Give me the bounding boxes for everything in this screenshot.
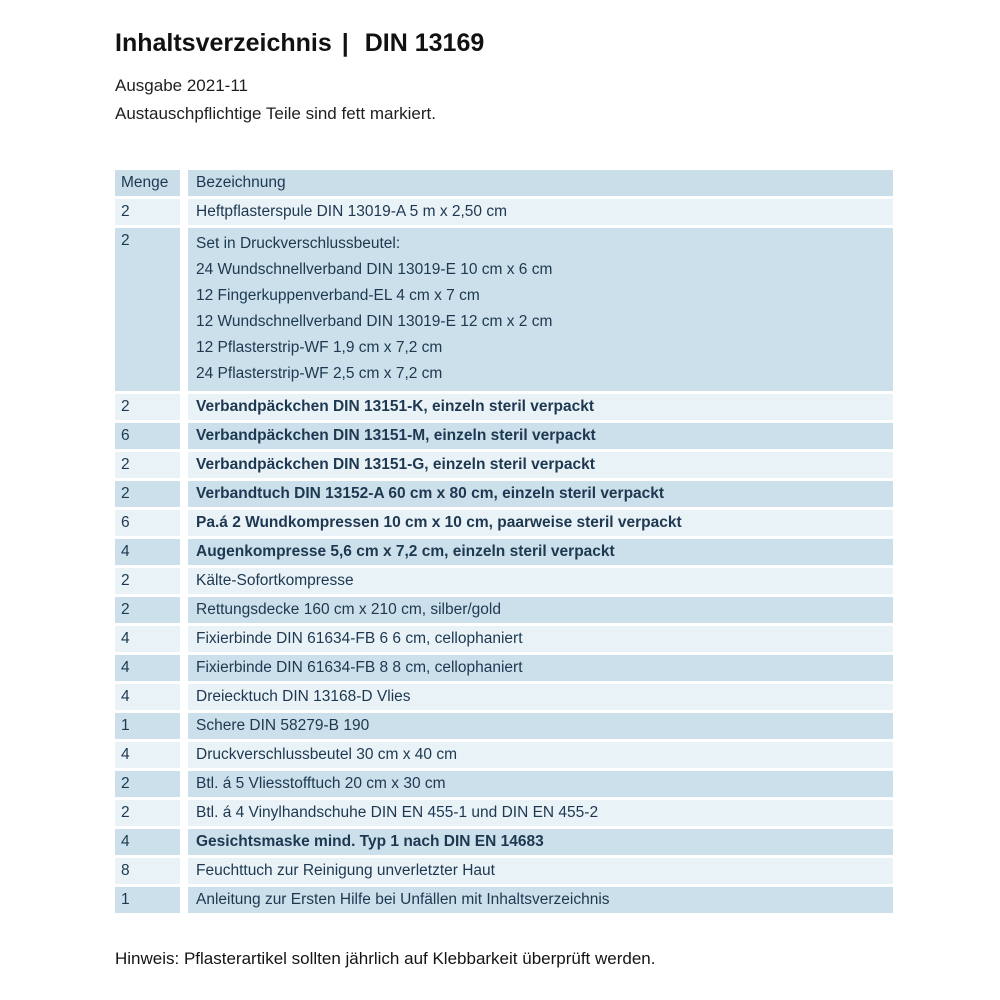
description-cell: Fixierbinde DIN 61634-FB 6 6 cm, cellophaniert	[188, 626, 893, 655]
quantity-cell: 2	[115, 481, 188, 510]
table-row	[115, 684, 893, 713]
table-row	[115, 423, 893, 452]
set-line: 12 Fingerkuppenverband-EL 4 cm x 7 cm	[196, 287, 480, 304]
description-cell: Kälte-Sofortkompresse	[188, 568, 893, 597]
table-row	[115, 199, 893, 228]
bold-note-line: Austauschpflichtige Teile sind fett markiert.	[115, 104, 436, 123]
quantity-cell: 1	[115, 887, 188, 916]
description-cell: Verbandpäckchen DIN 13151-K, einzeln steril verpackt	[188, 394, 893, 423]
description-cell: Rettungsdecke 160 cm x 210 cm, silber/gold	[188, 597, 893, 626]
quantity-cell: 4	[115, 539, 188, 568]
quantity-cell: 4	[115, 626, 188, 655]
description-cell: Heftpflasterspule DIN 13019-A 5 m x 2,50 cm	[188, 199, 893, 228]
edition-line: Ausgabe 2021-11	[115, 76, 248, 95]
description-cell-multiline	[188, 228, 893, 394]
set-line: 12 Wundschnellverband DIN 13019-E 12 cm x 2 cm	[196, 313, 553, 330]
table-row-set	[115, 228, 893, 394]
table-row	[115, 510, 893, 539]
description-cell: Dreiecktuch DIN 13168-D Vlies	[188, 684, 893, 713]
page-title-left: Inhaltsverzeichnis	[115, 29, 332, 57]
quantity-cell: 4	[115, 742, 188, 771]
description-cell: Verbandpäckchen DIN 13151-M, einzeln steril verpackt	[188, 423, 893, 452]
column-header-menge: Menge	[115, 170, 188, 199]
quantity-cell: 4	[115, 829, 188, 858]
header-row	[115, 170, 893, 199]
quantity-cell: 8	[115, 858, 188, 887]
quantity-cell: 2	[115, 199, 188, 228]
page-title	[115, 28, 1000, 58]
hint-note: Hinweis: Pflasterartikel sollten jährlich auf Klebbarkeit überprüft werden.	[115, 949, 656, 968]
table-row	[115, 887, 893, 916]
table-row	[115, 568, 893, 597]
quantity-cell: 2	[115, 394, 188, 423]
table-row	[115, 858, 893, 887]
quantity-cell: 2	[115, 771, 188, 800]
table-row	[115, 829, 893, 858]
document-meta	[115, 72, 1000, 128]
table-row	[115, 771, 893, 800]
description-cell: Btl. á 4 Vinylhandschuhe DIN EN 455-1 und DIN EN 455-2	[188, 800, 893, 829]
description-cell: Verbandpäckchen DIN 13151-G, einzeln steril verpackt	[188, 452, 893, 481]
set-line: 24 Wundschnellverband DIN 13019-E 10 cm x 6 cm	[196, 261, 553, 278]
title-separator: |	[341, 29, 349, 57]
column-header-bezeichnung: Bezeichnung	[188, 170, 893, 199]
description-cell: Btl. á 5 Vliesstofftuch 20 cm x 30 cm	[188, 771, 893, 800]
quantity-cell: 2	[115, 597, 188, 626]
description-cell: Verbandtuch DIN 13152-A 60 cm x 80 cm, einzeln steril verpackt	[188, 481, 893, 510]
description-cell: Druckverschlussbeutel 30 cm x 40 cm	[188, 742, 893, 771]
description-cell: Schere DIN 58279-B 190	[188, 713, 893, 742]
quantity-cell: 4	[115, 655, 188, 684]
quantity-cell: 2	[115, 800, 188, 829]
quantity-cell: 6	[115, 510, 188, 539]
table-header	[115, 170, 893, 199]
quantity-cell: 6	[115, 423, 188, 452]
quantity-cell: 2	[115, 568, 188, 597]
table-row	[115, 394, 893, 423]
description-cell: Augenkompresse 5,6 cm x 7,2 cm, einzeln steril verpackt	[188, 539, 893, 568]
table-row	[115, 452, 893, 481]
page-title-right: DIN 13169	[364, 29, 485, 57]
table-row	[115, 539, 893, 568]
table-row	[115, 713, 893, 742]
table-body	[115, 199, 893, 916]
contents-table	[115, 170, 893, 916]
description-cell: Anleitung zur Ersten Hilfe bei Unfällen mit Inhaltsverzeichnis	[188, 887, 893, 916]
description-cell: Fixierbinde DIN 61634-FB 8 8 cm, cellophaniert	[188, 655, 893, 684]
set-line: 24 Pflasterstrip-WF 2,5 cm x 7,2 cm	[196, 365, 443, 382]
set-line: 12 Pflasterstrip-WF 1,9 cm x 7,2 cm	[196, 339, 443, 356]
quantity-cell: 4	[115, 684, 188, 713]
description-cell: Feuchttuch zur Reinigung unverletzter Haut	[188, 858, 893, 887]
table-row	[115, 742, 893, 771]
set-line: Set in Druckverschlussbeutel:	[196, 235, 401, 252]
description-cell: Gesichtsmaske mind. Typ 1 nach DIN EN 14683	[188, 829, 893, 858]
table-row	[115, 626, 893, 655]
quantity-cell: 1	[115, 713, 188, 742]
description-cell: Pa.á 2 Wundkompressen 10 cm x 10 cm, paarweise steril verpackt	[188, 510, 893, 539]
table-row	[115, 597, 893, 626]
table-row	[115, 800, 893, 829]
table-row	[115, 481, 893, 510]
quantity-cell: 2	[115, 452, 188, 481]
table-row	[115, 655, 893, 684]
quantity-cell: 2	[115, 228, 188, 394]
